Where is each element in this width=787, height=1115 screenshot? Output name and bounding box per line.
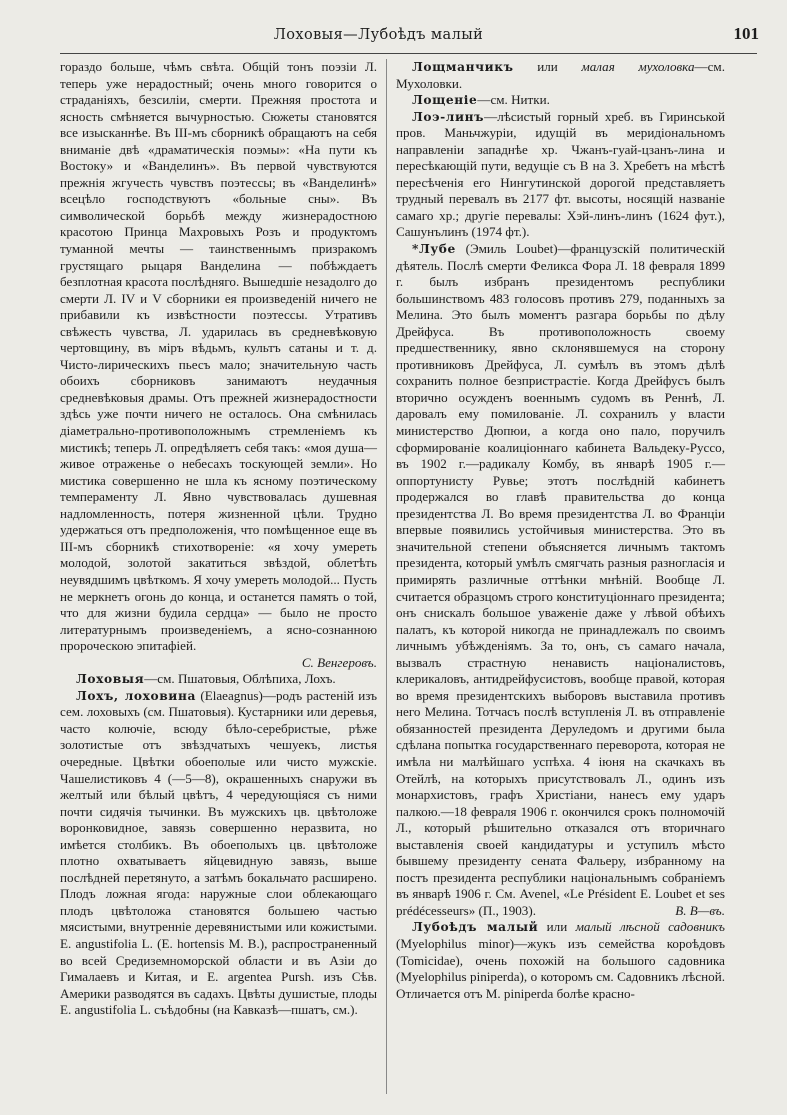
column-divider	[386, 59, 387, 1094]
author-signature: В. В—въ.	[675, 902, 725, 918]
headword: *Лубе	[412, 242, 456, 257]
headword: Лощманчикъ	[412, 60, 514, 74]
page-header	[60, 24, 759, 48]
entry-loshchmanchik: Лощманчикъ или малая мухоловка—см. Мухоловки.	[396, 59, 725, 91]
entry-continuation: гораздо больше, чѣмъ свѣта. Общій тонъ поэзіи Л. теперь уже нерадостный; очень много говорится о страданіяхъ, безсиліи, смерти. Прежняя простота и ясность смѣняется вычурностью. Сюжеты становятся все изысканнѣе. Въ III-мъ сборникѣ обращаютъ на себя вниманіе двѣ «драматическія поэмы»: «На пути къ Востоку» и «Ванделинъ». Въ первой чувствуются прежнія жгучесть чувствъ поэтессы; въ «Ванделинѣ» всецѣло господствуютъ «больные сны». Въ символической борьбѣ между жизнерадостною красотою Принца Махровыхъ Розъ и продуктомъ туманной мечты — таинственнымъ призракомъ грустящаго рыцаря Ванделина — побѣждаетъ безплотная красота послѣдняго. Вышедшіе незадолго до смерти Л. IV и V сборники ея произведеній ничего не прибавили къ извѣстности поэтессы. Утративъ свѣжесть чувства, Л. ударилась въ средневѣковую чертовщину, въ міръ вѣдьмъ, культъ сатаны и т. д. Чисто-лирическихъ пьесъ мало; значительную часть обоихъ сборниковъ занимаютъ неудачныя средневѣковыя драмы. Отъ прежней жизнерадостности здѣсь уже почти ничего не осталось. Она смѣнилась діаметрально-противоположнымъ стремленіемъ къ мистикѣ; теперь Л. опредѣляетъ себя такъ: «моя душа—живое отраженье о небесахъ тоскующей земли». Но мистика совершенно не шла къ ясному поэтическому темпераменту Л. Явно чувствовалась душевная надломленность, потеря жизненной цѣли. Трудно удержаться отъ предположенія, что помѣщенное еще въ III-мъ сборникѣ стихотвореніе: «я хочу умереть молодой, золотой закатиться звѣздой, облетѣть неувядшимъ цвѣткомъ. Я хочу умереть молодой... Пусть не меркнетъ огонь до конца, и останется память о той, что для жизни будила сердца» — было не просто литературнымъ произведеніемъ, а ясно-сознанною пророческою эпитафіей.	[60, 59, 377, 654]
headword: Лощеніе	[412, 93, 478, 108]
entry-lokhovyya: Лоховыя—см. Пшатовыя, Облѣпиха, Лохъ.	[76, 671, 336, 687]
left-column	[60, 59, 377, 1019]
headword: Лохъ, лоховина	[76, 688, 196, 703]
entry-loubet: *Лубе (Эмиль Loubet)—французскій политическій дѣятель. Послѣ смерти Феликса Фора Л. 18 февраля 1899 г. былъ избранъ президентомъ республики большинствомъ 483 голосовъ противъ 279, поданныхъ за Мелина. Это былъ моментъ разгара борьбы по дѣлу Дрейфуса. Въ противоположность своему предшественнику, явно склонявшемуся на сторону противниковъ Дрейфуса, Л. сумѣлъ въ этомъ дѣлѣ сохранить полное безпристрастіе. Когда Дрейфусъ былъ вторично осужденъ военнымъ судомъ въ Реннѣ, Л. даровалъ ему помилованіе. Л. сохранилъ у власти министерство Дюпюи, а когда оно пало, поручилъ сформированіе коалиціоннаго кабинета Вальдеку-Руссо, въ 1902 г.—радикалу Комбу, въ январѣ 1905 г.—оппортунисту Рувье; этотъ послѣдній кабинетъ продержался во главѣ правительства до конца президентства Л. Во время президентства Л. во Франціи впервые появились устойчивыя министерства. Это въ значительной степени объясняется личнымъ тактомъ президента, который умѣлъ смягчать разныя разногласія и примирять различные оттѣнки мнѣній. Вообще Л. считается образцомъ строго конституціоннаго президента; онъ снискалъ большое уваженіе даже у лѣвой обѣихъ палатъ, къ которой никогда не принадлежалъ по своимъ личнымъ убѣжденіямъ. За то, онъ, съ самаго начала, вызвалъ страстную ненависть націоналистовъ, клерикаловъ, антидрейфусистовъ, вообще правой, которая во время президентскихъ выборовъ выставила противъ него Мелина. Тотчасъ послѣ вступленія Л. въ отправленіе обязанностей президента Деруледомъ и другими была сдѣлана попытка государственнаго переворота, которая не имѣла ни малѣйшаго успѣха. 4 іюня на скачкахъ въ Отейлѣ, на которыхъ присутствовалъ Л., одинъ изъ монархистовъ, графъ Христіани, нанесъ ему ударъ палкою.—18 февраля 1906 г. окончился срокъ полномочій Л., который рѣшительно отказался отъ вторичнаго выставленія своей кандидатуры и уступилъ мѣсто бывшему президенту сената Фальеру, избранному на постъ президента республики національнымъ собраніемъ въ январѣ 1906 г. См. Avenel, «Le Président E. Loubet et ses prédécesseurs» (П., 1903). В. В—въ.	[396, 241, 725, 918]
entry-loe-lin: Лоэ-линъ—лѣсистый горный хреб. въ Гиринськой пров. Маньчжуріи, идущій въ меридіональномъ направленіи западнѣе хр. Чжанъ-гуай-цзанъ-лина и пересѣкающій пути, ведущіе съ В на З. Хребетъ на мѣстѣ пересѣченія его Нингутинской дорогой представляетъ трудный перевалъ въ 2177 фт. высоты, носящій названіе самаго хр.; другіе перевалы: Хэй-линъ-линъ (1624 фут.), Сашунълинъ (1974 фт.).	[396, 108, 725, 240]
running-title: Лоховыя—Лубоѣдъ малый	[273, 27, 484, 43]
author-signature: С. Венгеровъ.	[301, 654, 377, 670]
headword: Лоэ-линъ	[412, 109, 485, 124]
headword: Лубоѣдъ малый	[412, 920, 539, 935]
entry-luboed: Лубоѣдъ малый или малый лѣсной садовникъ (Myelophilus minor)—жукъ изъ семейства короѣдовъ (Tomicidae), очень похожій на большого садовника (Myelophilus piniperda), о которомъ см. Садовникъ лѣсной. Отличается отъ M. piniperda болѣе красно-	[396, 919, 725, 1001]
right-column	[396, 59, 725, 1002]
entry-loshchenie: Лощеніе—см. Нитки.	[412, 92, 550, 108]
headword: Лоховыя	[76, 672, 145, 687]
header-rule	[60, 53, 757, 54]
page-number: 101	[733, 24, 759, 43]
entry-lokh: Лохъ, лоховина (Elaeagnus)—родъ растеній изъ сем. лоховыхъ (см. Пшатовыя). Кустарники или деревья, часто колючіе, всюду бѣло-серебристые, рѣже золотистые отъ звѣздчатыхъ чешуекъ, листья очередные. Цвѣтки обоеполые или чисто мужскіе. Чашелистиковъ 4 (—5—8), окрашенныхъ снаружи въ желтый или бѣлый цвѣтъ, 4 чередующіяся съ ними почти сидячія тычинки. Въ мужскихъ цв. цвѣтоложе воронковидное, завязь совершенно неразвита, но имѣется столбикъ. Въ обоеполыхъ цв. цвѣтоложе плотно охватываетъ яйцевидную завязь, выше послѣдней перетянуто, а затѣмъ бокальчато расширено. Плодъ ложная ягода: наружные слои облекающаго плодъ цвѣтоложа становятся большею частью мясистыми, внутренніе деревянистыми или кожистыми. E. angustifolia L. (E. hortensis M. B.), распространенный во всей Средиземноморской области и въ Азіи до Гималаевъ и Китая, и E. argentea Pursh. изъ Сѣв. Америки разводятся въ садахъ. Цвѣты душистые, плоды E. angustifolia L. съѣдобны (на Кавказѣ—пшатъ, см.).	[60, 687, 377, 1018]
